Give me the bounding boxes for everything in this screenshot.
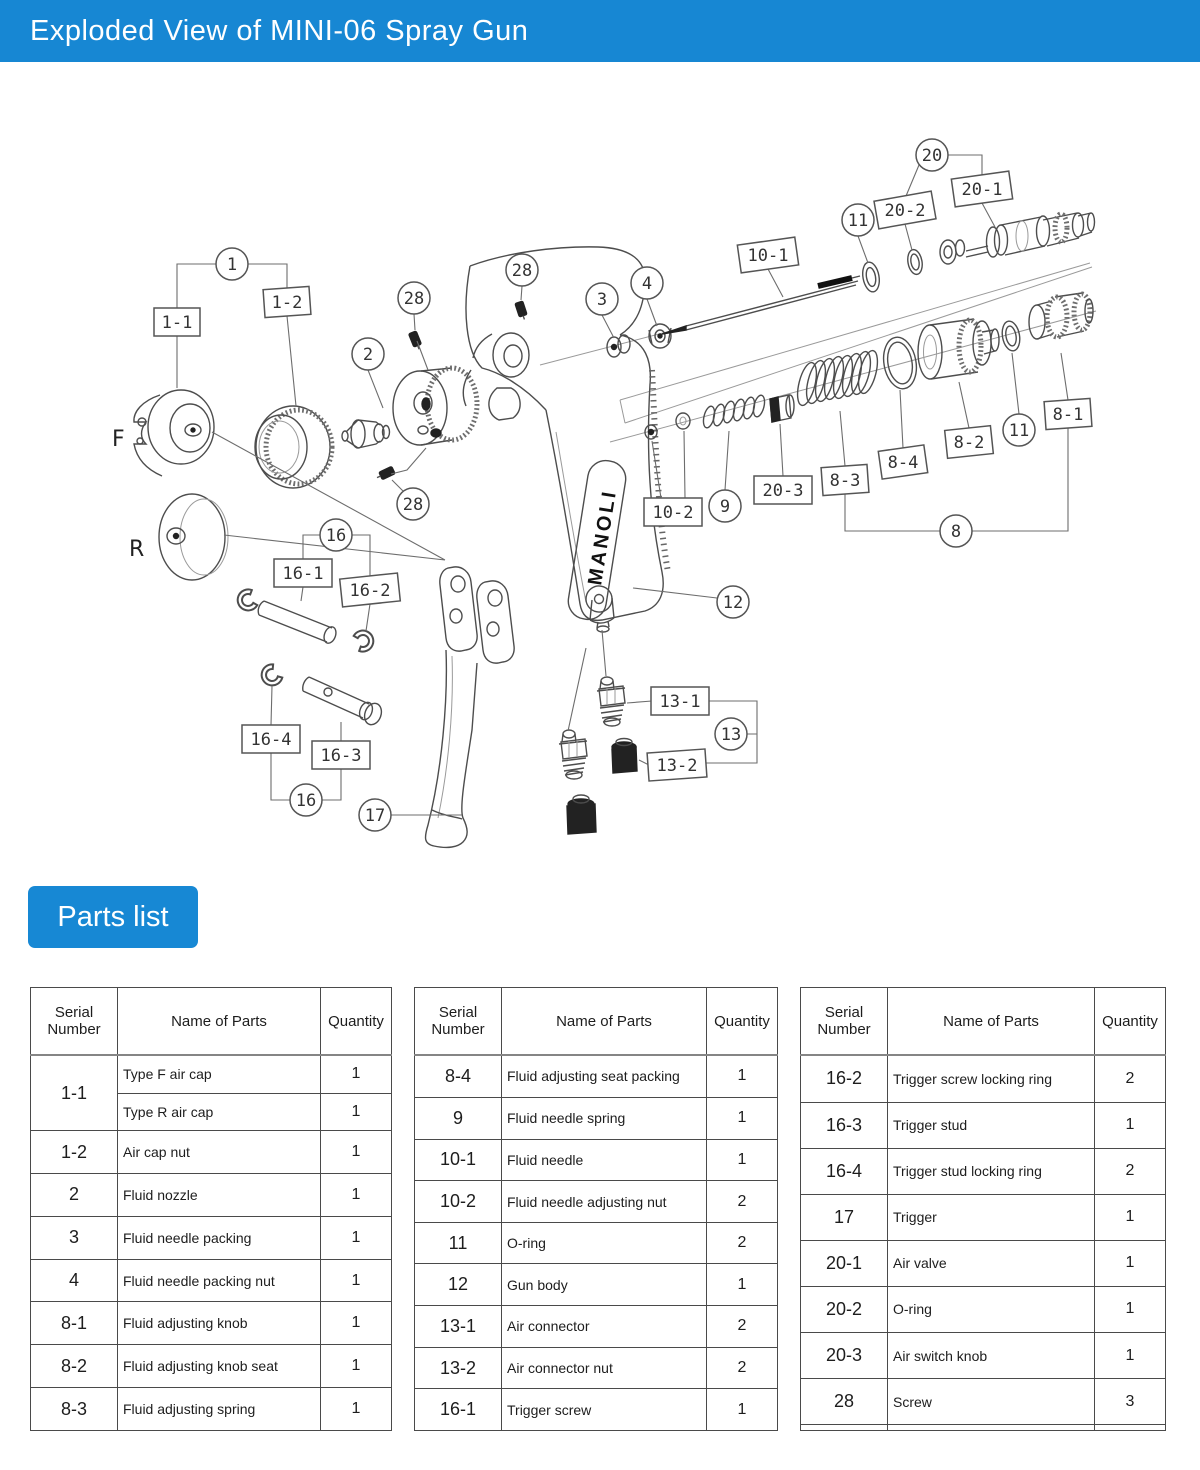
callout-13-2 xyxy=(647,749,707,781)
svg-text:16-1: 16-1 xyxy=(282,564,324,584)
column-header: Serial Number xyxy=(801,988,888,1056)
column-header: Name of Parts xyxy=(888,988,1095,1056)
serial-number-cell: 9 xyxy=(415,1097,502,1139)
quantity-cell: 1 xyxy=(707,1264,778,1306)
part-name-cell: Trigger screw locking ring xyxy=(888,1055,1095,1102)
table-row xyxy=(801,1379,1166,1425)
callout-8-4 xyxy=(878,445,927,479)
table-row xyxy=(415,1389,778,1431)
serial-number-cell: 16-1 xyxy=(415,1389,502,1431)
table-row xyxy=(801,1194,1166,1240)
part-fluid-needle xyxy=(662,276,860,334)
column-header: Serial Number xyxy=(415,988,502,1056)
callout-1-2 xyxy=(263,286,311,317)
callout-9 xyxy=(709,490,741,522)
callout-17 xyxy=(359,799,391,831)
callout-16-3 xyxy=(312,741,370,769)
table-row xyxy=(415,1097,778,1139)
part-name-cell: Fluid adjusting seat packing xyxy=(502,1055,707,1097)
table-row xyxy=(415,1139,778,1181)
column-header: Serial Number xyxy=(31,988,118,1056)
part-name-cell: Fluid adjusting knob xyxy=(118,1302,321,1345)
quantity-cell: 1 xyxy=(321,1174,392,1217)
svg-text:16: 16 xyxy=(325,526,347,546)
quantity-cell: 2 xyxy=(707,1181,778,1223)
svg-text:1-1: 1-1 xyxy=(161,313,193,333)
quantity-cell xyxy=(1095,1425,1166,1431)
callout-1-1 xyxy=(154,308,200,336)
callout-11 xyxy=(842,204,874,236)
table-row xyxy=(415,1222,778,1264)
serial-number-cell: 8-3 xyxy=(31,1388,118,1431)
brand-text: MANOLI xyxy=(584,487,622,587)
quantity-cell: 1 xyxy=(1095,1286,1166,1332)
callout-leader-lines xyxy=(177,155,1068,815)
callout-16-1 xyxy=(274,559,332,587)
part-air-cap-r xyxy=(159,494,228,580)
callout-20-3 xyxy=(754,476,812,504)
part-adjusting-knob-seat xyxy=(918,319,999,379)
svg-text:13-2: 13-2 xyxy=(656,756,698,776)
part-name-cell xyxy=(888,1425,1095,1431)
svg-text:8: 8 xyxy=(950,522,962,542)
callout-8-2 xyxy=(945,426,994,459)
table-row xyxy=(801,1055,1166,1102)
part-name-cell: Fluid nozzle xyxy=(118,1174,321,1217)
table-row xyxy=(31,1131,392,1174)
parts-table-3 xyxy=(800,987,1166,1431)
part-name-cell: Trigger xyxy=(888,1194,1095,1240)
callout-1 xyxy=(216,248,248,280)
part-name-cell: O-ring xyxy=(502,1222,707,1264)
svg-text:8-2: 8-2 xyxy=(953,433,985,453)
callout-4 xyxy=(631,267,663,299)
callout-2 xyxy=(352,338,384,370)
quantity-cell: 3 xyxy=(1095,1379,1166,1425)
callout-13-1 xyxy=(651,687,709,715)
part-name-cell: Trigger screw xyxy=(502,1389,707,1431)
part-name-cell: Trigger stud xyxy=(888,1102,1095,1148)
svg-text:10-2: 10-2 xyxy=(652,503,694,523)
part-name-cell: Air valve xyxy=(888,1240,1095,1286)
serial-number-cell: 10-2 xyxy=(415,1181,502,1223)
table-row xyxy=(31,1388,392,1431)
part-air-connector-1 xyxy=(597,677,625,726)
svg-text:9: 9 xyxy=(719,497,731,517)
callout-16-4 xyxy=(242,725,300,753)
callout-11 xyxy=(1003,414,1035,446)
column-header: Name of Parts xyxy=(502,988,707,1056)
part-name-cell: Fluid needle xyxy=(502,1139,707,1181)
callout-28 xyxy=(397,488,429,520)
part-air-cap-f xyxy=(134,390,214,476)
part-name-cell: Screw xyxy=(888,1379,1095,1425)
quantity-cell: 2 xyxy=(707,1222,778,1264)
callout-8-1 xyxy=(1044,398,1092,429)
svg-text:13-1: 13-1 xyxy=(659,692,701,712)
part-screw-1 xyxy=(515,301,528,321)
part-air-cap-nut xyxy=(255,406,332,488)
svg-text:28: 28 xyxy=(403,289,425,309)
serial-number-cell: 17 xyxy=(801,1194,888,1240)
svg-text:28: 28 xyxy=(511,261,533,281)
part-name-cell: Air connector xyxy=(502,1306,707,1348)
svg-text:2: 2 xyxy=(362,345,374,365)
quantity-cell: 1 xyxy=(321,1345,392,1388)
svg-text:11: 11 xyxy=(1008,421,1030,441)
part-name-cell: O-ring xyxy=(888,1286,1095,1332)
rear-cap-letter: R xyxy=(129,537,145,562)
serial-number-cell: 11 xyxy=(415,1222,502,1264)
svg-text:1: 1 xyxy=(226,255,238,275)
svg-text:8-4: 8-4 xyxy=(887,453,919,473)
part-name-cell: Air cap nut xyxy=(118,1131,321,1174)
serial-number-cell: 12 xyxy=(415,1264,502,1306)
part-air-connector-nut-2 xyxy=(567,795,596,834)
serial-number-cell: 20-1 xyxy=(801,1240,888,1286)
quantity-cell: 1 xyxy=(1095,1333,1166,1379)
callout-10-2 xyxy=(644,498,702,526)
quantity-cell: 1 xyxy=(707,1055,778,1097)
part-gun-head xyxy=(393,333,529,445)
part-seat-packing-ring xyxy=(880,335,921,392)
serial-number-cell: 20-2 xyxy=(801,1286,888,1332)
table-row xyxy=(801,1286,1166,1332)
table-row xyxy=(31,1302,392,1345)
quantity-cell: 1 xyxy=(321,1093,392,1130)
quantity-cell: 2 xyxy=(1095,1148,1166,1194)
part-trigger xyxy=(426,567,515,848)
serial-number-cell: 13-2 xyxy=(415,1347,502,1389)
svg-text:1-2: 1-2 xyxy=(271,293,303,313)
part-air-connector-2 xyxy=(559,730,587,779)
serial-number-cell: 3 xyxy=(31,1216,118,1259)
svg-text:11: 11 xyxy=(847,211,869,231)
part-fluid-adjusting-knob xyxy=(1029,293,1093,339)
front-cap-letter: F xyxy=(112,427,125,452)
callout-20-2 xyxy=(874,191,936,229)
svg-text:16: 16 xyxy=(295,791,317,811)
table-row xyxy=(801,1240,1166,1286)
svg-text:16-3: 16-3 xyxy=(320,746,362,766)
exploded-view-diagram xyxy=(0,70,1200,870)
callout-16-2 xyxy=(340,573,401,607)
parts-list-label: Parts list xyxy=(57,900,169,933)
parts-tables xyxy=(30,987,1166,1431)
svg-text:10-1: 10-1 xyxy=(747,246,789,266)
serial-number-cell: 8-1 xyxy=(31,1302,118,1345)
part-name-cell: Trigger stud locking ring xyxy=(888,1148,1095,1194)
svg-text:20: 20 xyxy=(921,146,943,166)
svg-text:20-3: 20-3 xyxy=(762,481,804,501)
table-row xyxy=(801,1102,1166,1148)
brand-logo-icon xyxy=(584,584,614,614)
part-name-cell: Air switch knob xyxy=(888,1333,1095,1379)
parts-table-2 xyxy=(414,987,778,1431)
quantity-cell: 2 xyxy=(707,1347,778,1389)
callout-20 xyxy=(916,139,948,171)
serial-number-cell: 4 xyxy=(31,1259,118,1302)
svg-text:16-4: 16-4 xyxy=(250,730,292,750)
quantity-cell: 1 xyxy=(321,1131,392,1174)
svg-text:8-3: 8-3 xyxy=(829,471,861,491)
serial-number-cell: 28 xyxy=(801,1379,888,1425)
svg-text:4: 4 xyxy=(641,274,653,294)
callout-8 xyxy=(940,515,972,547)
part-name-cell: Fluid needle packing nut xyxy=(118,1259,321,1302)
part-fluid-adjusting-spring xyxy=(794,349,881,408)
part-valve-washer xyxy=(940,240,965,264)
callout-20-1 xyxy=(951,171,1012,207)
part-o-ring-top xyxy=(861,261,882,293)
table-row xyxy=(415,1306,778,1348)
column-header: Name of Parts xyxy=(118,988,321,1056)
quantity-cell: 1 xyxy=(1095,1194,1166,1240)
page-title: Exploded View of MINI-06 Spray Gun xyxy=(30,14,529,47)
part-trigger-stud-assembly xyxy=(258,662,385,727)
table-row xyxy=(801,1333,1166,1379)
table-row xyxy=(31,1216,392,1259)
quantity-cell: 1 xyxy=(707,1097,778,1139)
callout-16 xyxy=(290,784,322,816)
serial-number-cell: 8-2 xyxy=(31,1345,118,1388)
callout-13 xyxy=(715,718,747,750)
part-air-valve xyxy=(966,213,1095,257)
part-air-connector-nut-1 xyxy=(612,739,637,774)
part-name-cell: Fluid needle adjusting nut xyxy=(502,1181,707,1223)
part-fluid-needle-packing xyxy=(607,335,630,357)
serial-number-cell: 1-2 xyxy=(31,1131,118,1174)
serial-number-cell xyxy=(801,1425,888,1431)
callout-28 xyxy=(398,282,430,314)
serial-number-cell: 13-1 xyxy=(415,1306,502,1348)
callout-8-3 xyxy=(821,464,869,495)
callout-16 xyxy=(320,519,352,551)
svg-text:20-1: 20-1 xyxy=(961,180,1003,200)
quantity-cell: 1 xyxy=(1095,1240,1166,1286)
serial-number-cell: 20-3 xyxy=(801,1333,888,1379)
serial-number-cell: 16-4 xyxy=(801,1148,888,1194)
part-name-cell: Type R air cap xyxy=(118,1093,321,1130)
serial-number-cell: 16-3 xyxy=(801,1102,888,1148)
quantity-cell: 1 xyxy=(1095,1102,1166,1148)
quantity-cell: 1 xyxy=(321,1259,392,1302)
table-row xyxy=(31,1345,392,1388)
part-name-cell: Fluid needle spring xyxy=(502,1097,707,1139)
svg-text:13: 13 xyxy=(720,725,742,745)
quantity-cell: 2 xyxy=(1095,1055,1166,1102)
callout-10-1 xyxy=(737,237,798,273)
table-row xyxy=(415,1347,778,1389)
table-row xyxy=(415,1181,778,1223)
part-fluid-nozzle xyxy=(342,420,390,448)
part-o-ring-valve xyxy=(906,248,924,275)
table-row xyxy=(801,1425,1166,1431)
svg-text:17: 17 xyxy=(364,806,386,826)
serial-number-cell: 10-1 xyxy=(415,1139,502,1181)
table-row xyxy=(801,1148,1166,1194)
column-header: Quantity xyxy=(321,988,392,1056)
title-bar xyxy=(0,0,1200,62)
parts-list-badge xyxy=(28,886,198,948)
part-name-cell: Type F air cap xyxy=(118,1055,321,1093)
quantity-cell: 1 xyxy=(707,1389,778,1431)
quantity-cell: 1 xyxy=(321,1388,392,1431)
callout-3 xyxy=(586,283,618,315)
part-gun-body xyxy=(466,247,668,632)
callout-12 xyxy=(717,586,749,618)
svg-text:28: 28 xyxy=(402,495,424,515)
part-name-cell: Fluid adjusting spring xyxy=(118,1388,321,1431)
column-header: Quantity xyxy=(1095,988,1166,1056)
part-name-cell: Fluid adjusting knob seat xyxy=(118,1345,321,1388)
quantity-cell: 1 xyxy=(321,1055,392,1093)
serial-number-cell: 8-4 xyxy=(415,1055,502,1097)
serial-number-cell: 16-2 xyxy=(801,1055,888,1102)
parts-table-1 xyxy=(30,987,392,1431)
part-name-cell: Air connector nut xyxy=(502,1347,707,1389)
quantity-cell: 1 xyxy=(321,1216,392,1259)
svg-text:16-2: 16-2 xyxy=(349,581,391,601)
svg-text:3: 3 xyxy=(596,290,608,310)
quantity-cell: 2 xyxy=(707,1306,778,1348)
table-row xyxy=(31,1055,392,1093)
svg-text:8-1: 8-1 xyxy=(1052,405,1084,425)
column-header: Quantity xyxy=(707,988,778,1056)
quantity-cell: 1 xyxy=(707,1139,778,1181)
part-name-cell: Fluid needle packing xyxy=(118,1216,321,1259)
part-name-cell: Gun body xyxy=(502,1264,707,1306)
table-row xyxy=(31,1259,392,1302)
quantity-cell: 1 xyxy=(321,1302,392,1345)
part-screw-2 xyxy=(409,331,423,351)
svg-text:20-2: 20-2 xyxy=(884,201,926,221)
callout-28 xyxy=(506,254,538,286)
table-row xyxy=(415,1055,778,1097)
serial-number-cell: 2 xyxy=(31,1174,118,1217)
part-air-switch-knob xyxy=(770,395,794,422)
table-row xyxy=(31,1174,392,1217)
serial-number-cell: 1-1 xyxy=(31,1055,118,1131)
svg-text:12: 12 xyxy=(722,593,744,613)
part-fluid-needle-spring xyxy=(701,394,766,429)
table-row xyxy=(415,1264,778,1306)
